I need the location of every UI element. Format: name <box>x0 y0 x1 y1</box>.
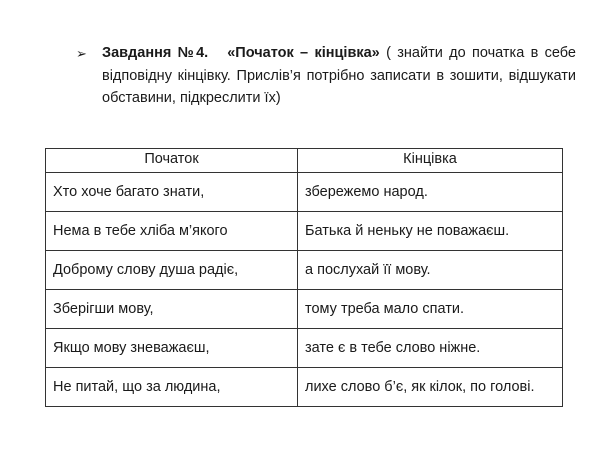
arrow-bullet-icon: ➢ <box>76 46 87 61</box>
table-row <box>46 368 563 407</box>
cell-beginning: Якщо мову зневажаєш, <box>46 329 298 368</box>
table-row <box>46 251 563 290</box>
table-header-row <box>46 149 563 173</box>
cell-ending: Батька й неньку не поважаєш. <box>298 212 563 251</box>
cell-ending: лихе слово б’є, як кілок, по голові. <box>298 368 563 407</box>
cell-ending: тому треба мало спати. <box>298 290 563 329</box>
task-block <box>76 42 576 110</box>
cell-ending: збережемо народ. <box>298 173 563 212</box>
header-beginning: Початок <box>46 149 298 173</box>
table-row <box>46 173 563 212</box>
task-title: Завдання №4. <box>102 45 209 61</box>
header-ending: Кінцівка <box>298 149 563 173</box>
task-quote: «Початок – кінцівка» <box>227 45 380 61</box>
cell-beginning: Хто хоче багато знати, <box>46 173 298 212</box>
cell-beginning: Не питай, що за людина, <box>46 368 298 407</box>
task-text <box>102 42 576 110</box>
table-row <box>46 290 563 329</box>
cell-beginning: Доброму слову душа радіє, <box>46 251 298 290</box>
table-row <box>46 212 563 251</box>
proverbs-table <box>45 148 563 407</box>
task-instruction: ( знайти до початка в себе відповідну кінцівку. Прислів’я потрібно записати в зошити, відшукати обставини, підкреслити їх) <box>102 45 577 106</box>
cell-beginning: Зберігши мову, <box>46 290 298 329</box>
cell-ending: а послухай її мову. <box>298 251 563 290</box>
cell-ending: зате є в тебе слово ніжне. <box>298 329 563 368</box>
cell-beginning: Нема в тебе хліба м’якого <box>46 212 298 251</box>
table-row <box>46 329 563 368</box>
